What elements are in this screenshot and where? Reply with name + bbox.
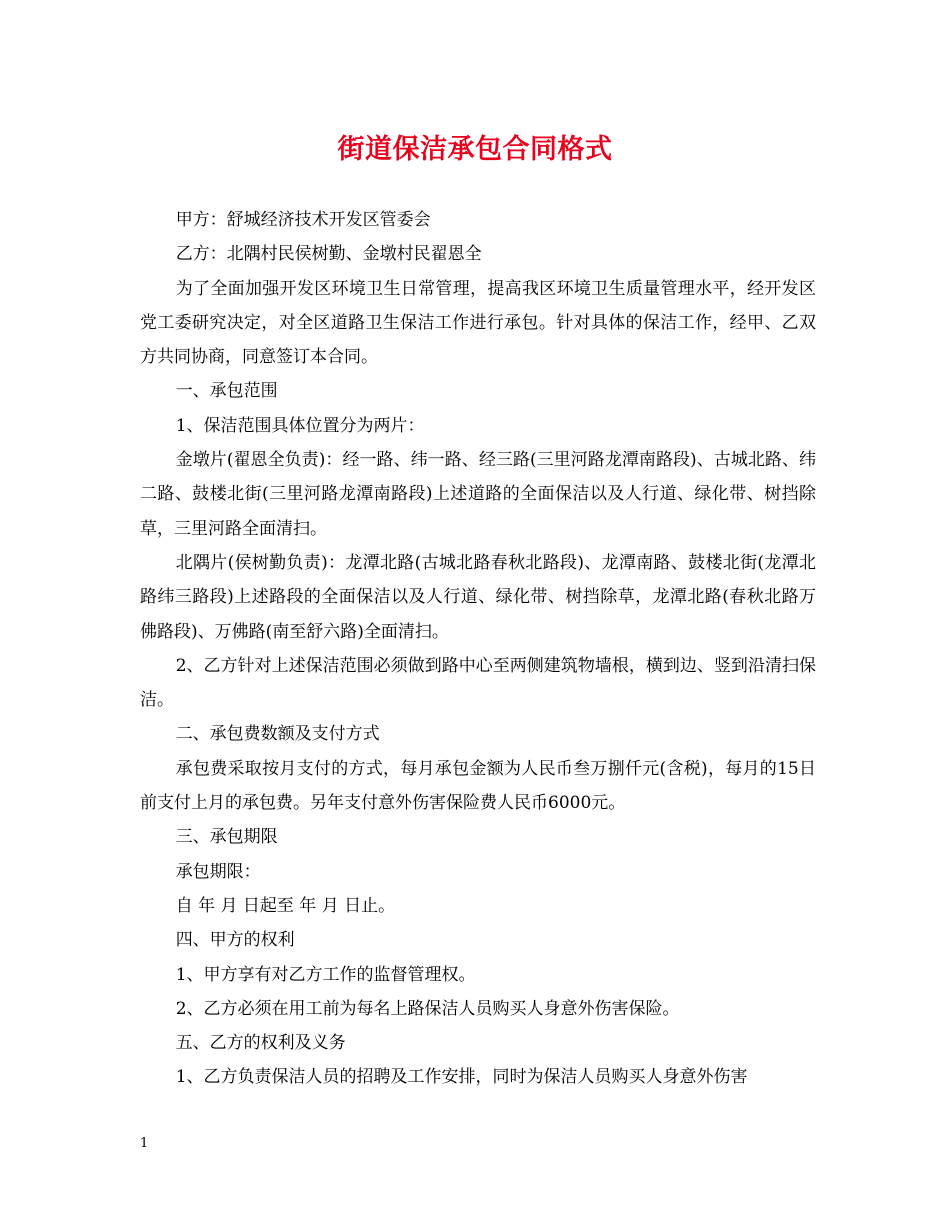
clause-beiyu-area: 北隅片(侯树勤负责)：龙潭北路(古城北路春秋北路段)、龙潭南路、鼓楼北街(龙潭北路纬三路段)上述路段的全面保洁以及人行道、绿化带、树挡除草，龙潭北路(春秋北路万佛路段)、万佛路(南至舒六路)全面清扫。 xyxy=(140,552,816,642)
clause-scope-2: 2、乙方针对上述保洁范围必须做到路中心至两侧建筑物墙根，横到边、竖到沿清扫保洁。 xyxy=(140,655,816,711)
section-heading-scope: 一、承包范围 xyxy=(175,381,278,402)
clause-party-b-1: 1、乙方负责保洁人员的招聘及工作安排，同时为保洁人员购买人身意外伤害 xyxy=(175,1067,748,1088)
document-title: 街道保洁承包合同格式 xyxy=(337,134,613,165)
document-body xyxy=(140,203,816,1095)
clause-party-a-2: 2、乙方必须在用工前为每名上路保洁人员购买人身意外伤害保险。 xyxy=(175,998,680,1019)
party-b-line: 乙方：北隅村民侯树勤、金墩村民翟恩全 xyxy=(175,244,482,265)
party-a-line: 甲方：舒城经济技术开发区管委会 xyxy=(175,210,431,230)
clause-scope-1: 1、保洁范围具体位置分为两片： xyxy=(175,415,425,436)
clause-fee: 承包费采取按月支付的方式，每月承包金额为人民币叁万捌仟元(含税)，每月的15日前支付上月的承包费。另年支付意外伤害保险费人民币6000元。 xyxy=(140,758,816,814)
clause-party-a-1: 1、甲方享有对乙方工作的监督管理权。 xyxy=(175,964,476,985)
page-number: 1 xyxy=(140,1136,149,1151)
clause-jindun-area: 金墩片(翟恩全负责)：经一路、纬一路、经三路(三里河路龙潭南路段)、古城北路、纬二路、鼓楼北街(三里河路龙潭南路段)上述道路的全面保洁以及人行道、绿化带、树挡除草，三里河路全面清扫。 xyxy=(140,450,816,539)
preamble-paragraph: 为了全面加强开发区环境卫生日常管理，提高我区环境卫生质量管理水平，经开发区党工委研究决定，对全区道路卫生保洁工作进行承包。针对具体的保洁工作，经甲、乙双方共同协商，同意签订本合同。 xyxy=(140,278,816,368)
section-heading-party-b-rights: 五、乙方的权利及义务 xyxy=(175,1033,346,1054)
clause-term-label: 承包期限： xyxy=(175,861,261,882)
section-heading-party-a-rights: 四、甲方的权利 xyxy=(175,930,295,951)
section-heading-term: 三、承包期限 xyxy=(175,827,278,848)
section-heading-fee: 二、承包费数额及支付方式 xyxy=(175,724,380,745)
clause-term-dates: 自 年 月 日起至 年 月 日止。 xyxy=(175,895,396,916)
